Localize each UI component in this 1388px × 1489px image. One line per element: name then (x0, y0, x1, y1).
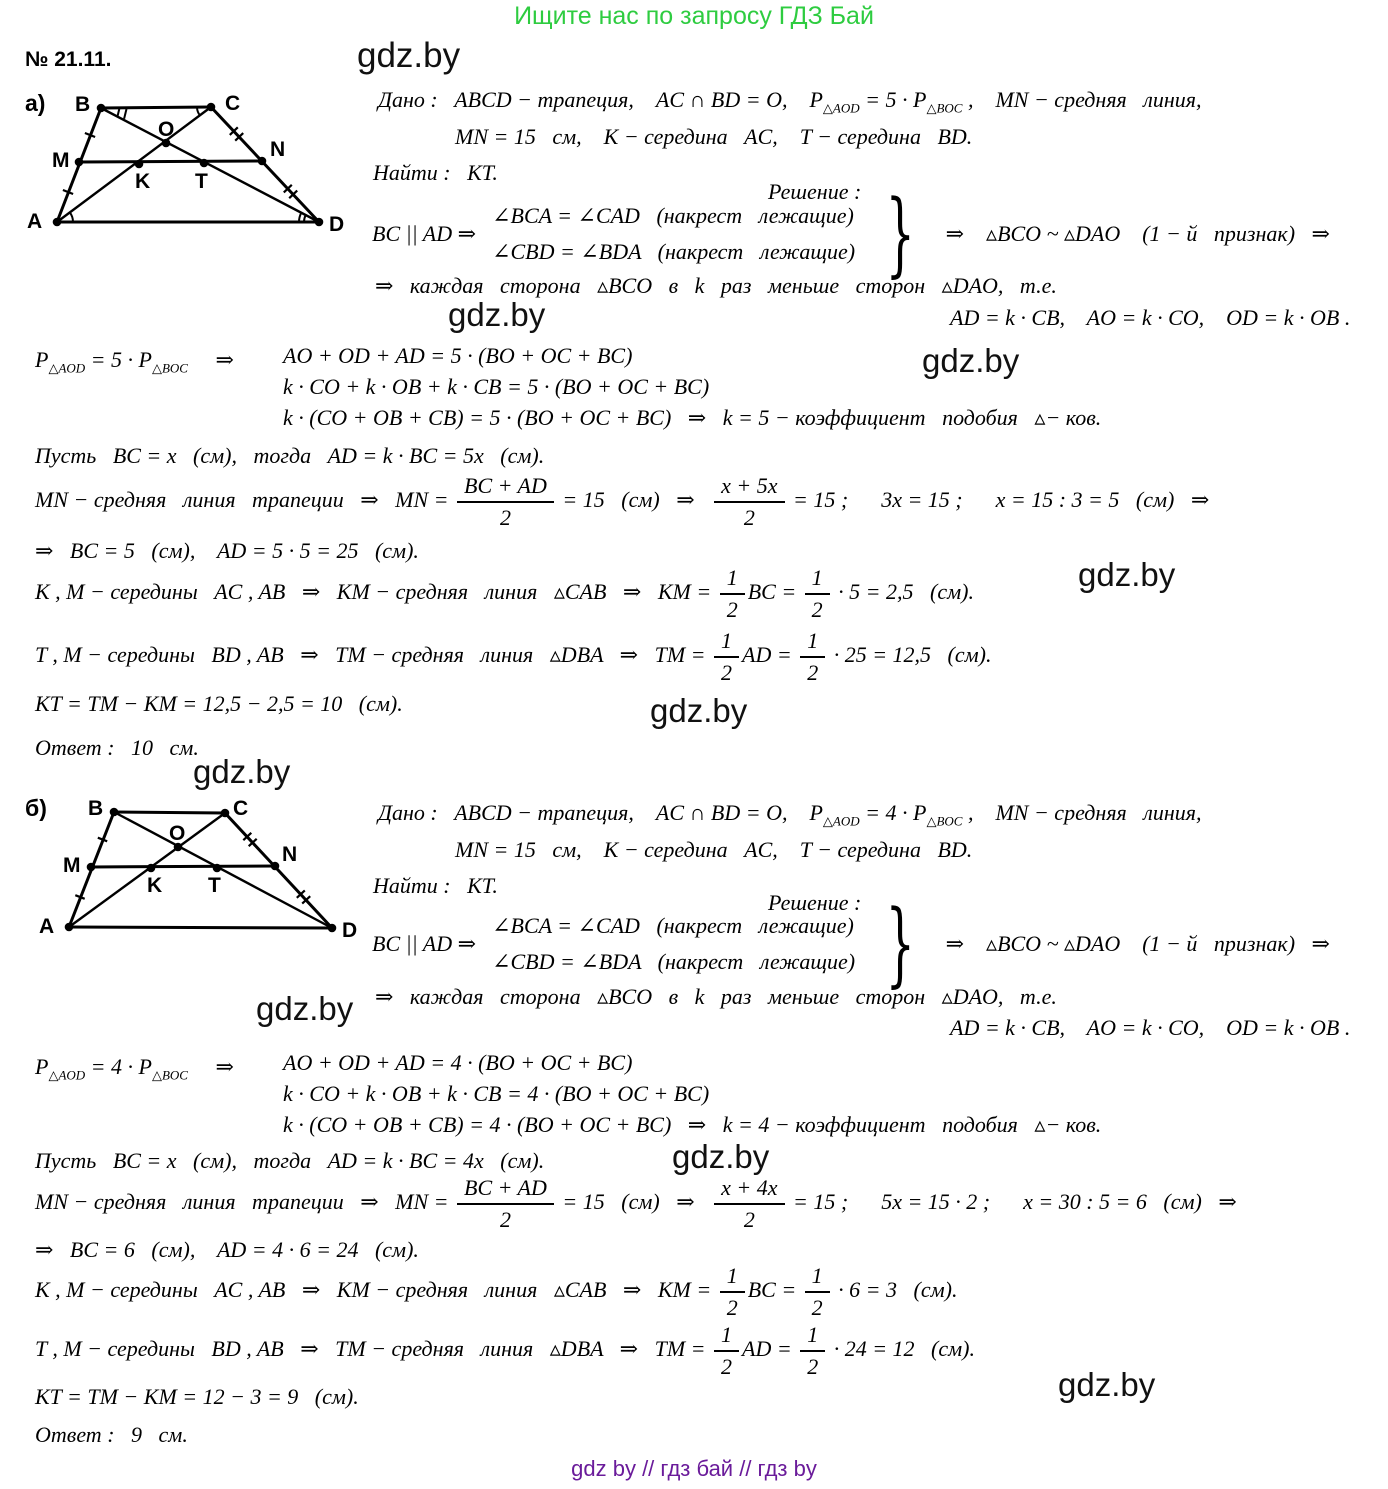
midline-line-a: MN − средняя линия трапеции ⇒ MN = $\frac{BC + AD}{2}$ = 15 (см) ⇒ $\frac{x + 5x}{2}$ = 15 ; 3x = 15 ; x = 15 : 3 = 5 (см) ⇒ (35, 473, 1210, 530)
angles-line-2: ∠CBD = ∠BDA (накрест лежащие) (492, 949, 856, 974)
gdz-watermark: gdz.by (922, 342, 1020, 379)
gdz-watermark: gdz.by (256, 990, 354, 1027)
similarity-conclusion: ⇒ ▵BCO ~ ▵DAO (1 − й признак) ⇒ (945, 221, 1330, 246)
trapezoid-diagram-a (23, 84, 363, 248)
promo-header: Ищите нас по запросу ГДЗ Бай (514, 2, 874, 30)
vertex-A: A (27, 210, 43, 233)
vertex-C: C (233, 797, 249, 820)
point-T: T (195, 170, 208, 193)
part-b-label: б) (25, 795, 47, 821)
system-brace: } (885, 890, 915, 997)
perimeter-eq-3-a: k · (CO + OB + CB) = 5 · (BO + OC + BC) ⇒ k = 5 − коэффициент подобия ▵− ков. (283, 405, 1102, 430)
perimeter-eq-1-b: AO + OD + AD = 4 · (BO + OC + BC) (283, 1050, 633, 1075)
point-N: N (282, 843, 298, 866)
gdz-watermark: gdz.by (357, 36, 461, 75)
let-line-a: Пусть BC = x (см), тогда AD = k · BC = 5x (см). (35, 443, 545, 468)
vertex-A: A (39, 915, 55, 938)
problem-number: № 21.11. (25, 48, 112, 71)
vertex-D: D (329, 213, 345, 236)
angle-tick-B-2 (124, 109, 126, 119)
kt-line-b: KT = TM − KM = 12 − 3 = 9 (см). (35, 1384, 359, 1409)
perimeter-eq-2-b: k · CO + k · OB + k · CB = 4 · (BO + OC + BC) (283, 1081, 710, 1106)
bc-result-line-b: ⇒ BC = 6 (см), AD = 4 · 6 = 24 (см). (35, 1237, 419, 1262)
perimeter-eq-1-a: AO + OD + AD = 5 · (BO + OC + BC) (283, 343, 633, 368)
each-side-line-b: ⇒ каждая сторона ▵BCO в k раз меньше сторон ▵DAO, т.е. (375, 984, 1057, 1009)
ad-kcb-line-b: AD = k · CB, AO = k · CO, OD = k · OB . (950, 1015, 1351, 1040)
solution-label-a: Решение : (768, 179, 862, 204)
gdz-watermark: gdz.by (1058, 1366, 1156, 1403)
given-line-1-b: Дано : ABCD − трапеция, AC ∩ BD = O, $P_{\triangle AOD} = 4 \cdot P_{\triangle BOC}$ , MN − средняя линия, (378, 800, 1202, 829)
perimeter-prefix-a: $P_{\triangle AOD} = 5 \cdot P_{\triangle BOC}$ ⇒ (35, 347, 234, 376)
given-line-2-b: MN = 15 см, K − середина AC, T − середина BD. (455, 837, 973, 862)
given-line-1-a: Дано : ABCD − трапеция, AC ∩ BD = O, $P_{\triangle AOD} = 5 \cdot P_{\triangle BOC}$ , MN − средняя линия, (378, 87, 1202, 116)
ad-kcb-line-a: AD = k · CB, AO = k · CO, OD = k · OB . (950, 305, 1351, 330)
given-line-2-a: MN = 15 см, K − середина AC, T − середина BD. (455, 124, 973, 149)
gdz-watermark: gdz.by (672, 1138, 770, 1175)
find-line-b: Найти : KT. (373, 873, 498, 898)
point-T: T (208, 874, 221, 897)
gdz-watermark: gdz.by (448, 296, 546, 333)
point-M: M (63, 854, 81, 877)
gdz-watermark: gdz.by (193, 753, 291, 790)
point-O: O (169, 822, 186, 845)
km-line-a: K , M − середины AC , AB ⇒ KM − средняя линия ▵CAB ⇒ KM = $\frac{1}{2}$ BC = $\frac{1}{2}$ · 5 = 2,5 (см). (35, 565, 974, 622)
system-brace: } (885, 180, 915, 287)
perimeter-eq-3-b: k · (CO + OB + CB) = 4 · (BO + OC + BC) ⇒ k = 4 − коэффициент подобия ▵− ков. (283, 1112, 1102, 1137)
bc-result-line-a: ⇒ BC = 5 (см), AD = 5 · 5 = 25 (см). (35, 538, 419, 563)
trapezoid-diagram-b (23, 789, 368, 953)
kt-line-a: KT = TM − KM = 12,5 − 2,5 = 10 (см). (35, 691, 403, 716)
gdz-watermark: gdz.by (1078, 556, 1176, 593)
point-M: M (52, 149, 70, 172)
tm-line-a: T , M − середины BD , AB ⇒ TM − средняя линия ▵DBA ⇒ TM = $\frac{1}{2}$ AD = $\frac{1}{2}$ · 25 = 12,5 (см). (35, 628, 992, 685)
vertex-C: C (225, 92, 241, 115)
similarity-conclusion: ⇒ ▵BCO ~ ▵DAO (1 − й признак) ⇒ (945, 931, 1330, 956)
angles-line-1: ∠BCA = ∠CAD (накрест лежащие) (492, 913, 854, 938)
point-K: K (147, 874, 163, 897)
answer-line-a: Ответ : 10 см. (35, 735, 199, 760)
solution-label-b: Решение : (768, 890, 862, 915)
vertex-B: B (75, 93, 91, 116)
find-line-a: Найти : KT. (373, 160, 498, 185)
angle-arc-C (197, 108, 200, 116)
angles-line-1: ∠BCA = ∠CAD (накрест лежащие) (492, 203, 854, 228)
let-line-b: Пусть BC = x (см), тогда AD = k · BC = 4x (см). (35, 1148, 545, 1173)
point-N: N (270, 138, 286, 161)
bc-parallel-ad: BC || AD ⇒ (372, 221, 477, 246)
perimeter-prefix-b: $P_{\triangle AOD} = 4 \cdot P_{\triangle BOC}$ ⇒ (35, 1054, 234, 1083)
tm-line-b: T , M − середины BD , AB ⇒ TM − средняя линия ▵DBA ⇒ TM = $\frac{1}{2}$ AD = $\frac{1}{2}$ · 24 = 12 (см). (35, 1322, 976, 1379)
point-K: K (135, 170, 151, 193)
km-line-b: K , M − середины AC , AB ⇒ KM − средняя линия ▵CAB ⇒ KM = $\frac{1}{2}$ BC = $\frac{1}{2}$ · 6 = 3 (см). (35, 1263, 958, 1320)
site-footer: gdz by // гдз бай // гдз by (571, 1456, 817, 1481)
answer-line-b: Ответ : 9 см. (35, 1422, 188, 1447)
gdz-watermark: gdz.by (650, 692, 748, 729)
midline-line-b: MN − средняя линия трапеции ⇒ MN = $\frac{BC + AD}{2}$ = 15 (см) ⇒ $\frac{x + 4x}{2}$ = 15 ; 5x = 15 · 2 ; x = 30 : 5 = 6 (см) ⇒ (35, 1175, 1237, 1232)
point-O: O (158, 118, 175, 141)
perimeter-eq-2-a: k · CO + k · OB + k · CB = 5 · (BO + OC + BC) (283, 374, 710, 399)
vertex-D: D (342, 919, 358, 942)
each-side-line-a: ⇒ каждая сторона ▵BCO в k раз меньше сторон ▵DAO, т.е. (375, 273, 1057, 298)
part-a-label: а) (25, 90, 46, 116)
vertex-B: B (88, 797, 104, 820)
angles-line-2: ∠CBD = ∠BDA (накрест лежащие) (492, 239, 856, 264)
bc-parallel-ad: BC || AD ⇒ (372, 931, 477, 956)
